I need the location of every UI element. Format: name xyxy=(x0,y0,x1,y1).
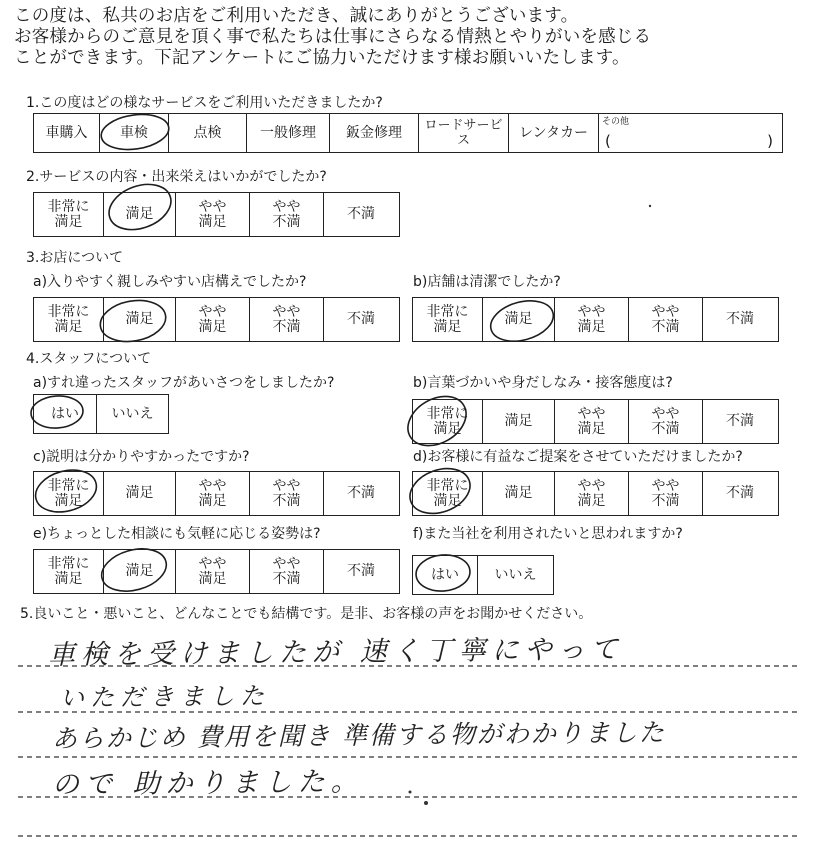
intro-line: この度は、私共のお店をご利用いただき、誠にありがとうございます。 xyxy=(14,6,579,26)
q1-option[interactable]: レンタカー xyxy=(509,114,599,152)
q4-label: 4.スタッフについて xyxy=(26,351,152,367)
q3a-option[interactable]: 不満 xyxy=(347,311,375,327)
q4c-option[interactable]: やや 不満 xyxy=(250,472,324,515)
q1-other[interactable] xyxy=(599,114,781,152)
q3b-options xyxy=(412,297,779,342)
q1-other-close: ) xyxy=(767,132,773,150)
handwritten-line: ので 助かりました。 xyxy=(51,766,364,801)
q4b-options xyxy=(412,399,779,444)
q4b-option[interactable]: 不満 xyxy=(726,413,754,429)
q1-option[interactable]: 一般修理 xyxy=(247,114,330,152)
q4d-option[interactable]: やや 不満 xyxy=(629,472,703,515)
q1-option[interactable]: ロードサービス xyxy=(419,114,509,152)
intro-text xyxy=(14,6,814,69)
q4f-option[interactable]: はい xyxy=(413,556,478,594)
q4e-label: e)ちょっとした相談にも気軽に応じる姿勢は? xyxy=(33,526,321,542)
q4a-options xyxy=(33,394,169,434)
q4e-options xyxy=(33,549,400,594)
q4b-option[interactable]: やや 不満 xyxy=(629,400,703,443)
q4c-option[interactable]: やや 満足 xyxy=(176,472,250,515)
q2-option[interactable]: 満足 xyxy=(104,193,176,236)
q4a-option[interactable]: はい xyxy=(34,395,97,433)
q3b-option[interactable]: 満足 xyxy=(483,298,555,341)
q4e-option[interactable]: 不満 xyxy=(347,563,375,579)
q1-label: 1.この度はどの様なサービスをご利用いただきましたか? xyxy=(26,95,383,111)
q3a-option[interactable]: 非常に 満足 xyxy=(34,298,104,341)
q4d-label: d)お客様に有益なご提案をさせていただけましたか? xyxy=(413,449,743,465)
q4b-option[interactable]: やや 満足 xyxy=(555,400,629,443)
q3a-options xyxy=(33,297,400,342)
q4d-option[interactable]: 非常に 満足 xyxy=(413,472,483,515)
q4e-option[interactable]: 満足 xyxy=(104,550,176,593)
q4e-option[interactable]: やや 不満 xyxy=(250,550,324,593)
q3b-option[interactable]: やや 満足 xyxy=(555,298,629,341)
handwritten-line: 車検を受けましたが 速く丁寧にやって xyxy=(47,633,624,672)
q5-label: 5.良いこと・悪いこと、どんなことでも結構です。是非、お客様の声をお聞かせください。 xyxy=(20,606,593,622)
q3a-option[interactable]: 満足 xyxy=(104,298,176,341)
q4b-option[interactable]: 非常に 満足 xyxy=(413,400,483,443)
q3a-option[interactable]: やや 満足 xyxy=(176,298,250,341)
q2-options xyxy=(33,192,400,237)
q1-options xyxy=(33,113,783,153)
q1-other-open: ( xyxy=(605,132,611,150)
q4c-option[interactable]: 非常に 満足 xyxy=(34,472,104,515)
q4e-option[interactable]: 非常に 満足 xyxy=(34,550,104,593)
q3b-label: b)店舗は清潔でしたか? xyxy=(413,274,561,290)
q4c-option[interactable]: 満足 xyxy=(104,472,176,515)
q2-option[interactable]: やや 満足 xyxy=(176,193,250,236)
q4d-option[interactable]: 満足 xyxy=(483,472,555,515)
q3b-option[interactable]: 不満 xyxy=(726,311,754,327)
q4f-label: f)また当社を利用されたいと思われますか? xyxy=(413,526,683,542)
q3b-option[interactable]: 非常に 満足 xyxy=(413,298,483,341)
q4f-options xyxy=(412,555,554,595)
q4c-options xyxy=(33,471,400,516)
q4e-option[interactable]: やや 満足 xyxy=(176,550,250,593)
q4d-option[interactable]: やや 満足 xyxy=(555,472,629,515)
q2-option[interactable]: やや 不満 xyxy=(250,193,324,236)
handwritten-line: いただきました xyxy=(59,681,271,713)
intro-line: ことができます。下記アンケートにご協力いただけます様お願いいたします。 xyxy=(14,48,630,68)
q3b-option[interactable]: やや 不満 xyxy=(629,298,703,341)
q4d-option[interactable]: 不満 xyxy=(726,485,754,501)
q3a-label: a)入りやすく親しみやすい店構えでしたか? xyxy=(33,274,307,290)
q4f-option[interactable]: いいえ xyxy=(494,566,537,583)
q2-option[interactable]: 不満 xyxy=(347,206,375,222)
q2-option[interactable]: 非常に 満足 xyxy=(34,193,104,236)
q1-option[interactable]: 鈑金修理 xyxy=(330,114,419,152)
q3-label: 3.お店について xyxy=(26,250,124,266)
q2-label: 2.サービスの内容・出来栄えはいかがでしたか? xyxy=(26,169,327,185)
q3a-option[interactable]: やや 不満 xyxy=(250,298,324,341)
q4a-option[interactable]: いいえ xyxy=(111,405,154,422)
q4c-option[interactable]: 不満 xyxy=(347,485,375,501)
q1-option[interactable]: 点検 xyxy=(169,114,247,152)
handwritten-line: あらかじめ 費用を聞き 準備する物がわかりました xyxy=(51,717,667,754)
q4b-label: b)言葉づかいや身だしなみ・接客態度は? xyxy=(413,375,673,391)
q4b-option[interactable]: 満足 xyxy=(483,400,555,443)
q1-other-label: その他 xyxy=(602,117,630,127)
q4a-label: a)すれ違ったスタッフがあいさつをしましたか? xyxy=(33,375,335,391)
q4c-label: c)説明は分かりやすかったですか? xyxy=(33,449,250,465)
q4d-options xyxy=(412,471,779,516)
intro-line: お客様からのご意見を頂く事で私たちは仕事にさらなる情熱とやりがいを感じる xyxy=(14,27,652,47)
q1-option[interactable]: 車購入 xyxy=(34,114,100,152)
q1-option[interactable]: 車検 xyxy=(100,114,169,152)
